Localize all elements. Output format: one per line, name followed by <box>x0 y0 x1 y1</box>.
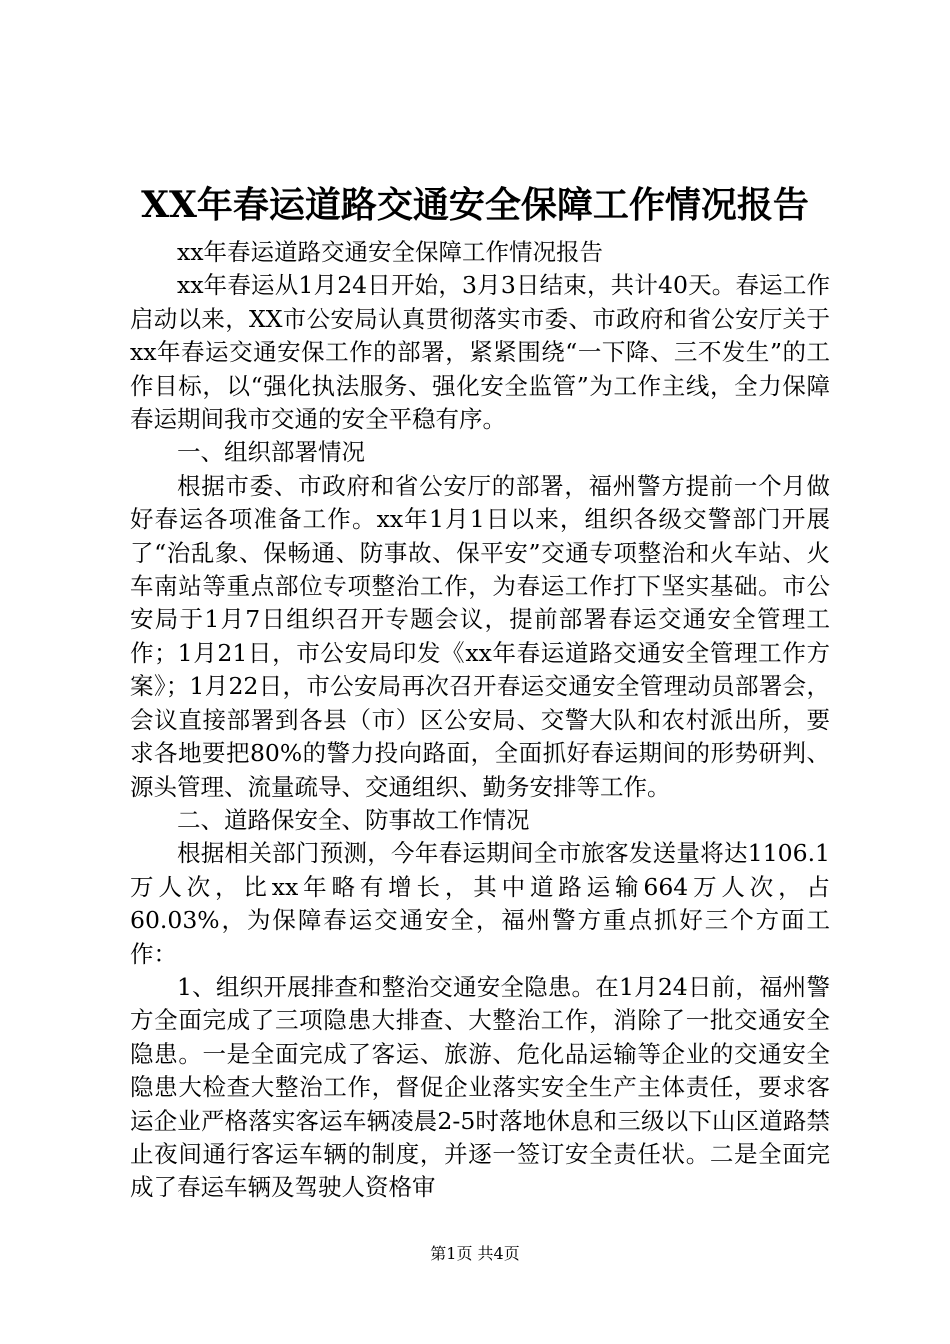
paragraph-hazard-inspection: 1、组织开展排查和整治交通安全隐患。在1月24日前，福州警方全面完成了三项隐患大排查、大整治工作，消除了一批交通安全隐患。一是全面完成了客运、旅游、危化品运输等企业的交通安全隐患大检查大整治工作，督促企业落实安全生产主体责任，要求客运企业严格落实客运车辆凌晨2-5时落地休息和三级以下山区道路禁止夜间通行客运车辆的制度，并逐一签订安全责任状。二是全面完成了春运车辆及驾驶人资格审 <box>130 972 830 1202</box>
paragraph-organization: 根据市委、市政府和省公安厅的部署，福州警方提前一个月做好春运各项准备工作。xx年1月1日以来，组织各级交警部门开展了“治乱象、保畅通、防事故、保平安”交通专项整治和火车站、火车南站等重点部位专项整治工作，为春运工作打下坚实基础。市公安局于1月7日组织召开专题会议，提前部署春运交通安全管理工作；1月21日，市公安局印发《xx年春运道路交通安全管理工作方案》；1月22日，市公安局再次召开春运交通安全管理动员部署会，会议直接部署到各县（市）区公安局、交警大队和农村派出所，要求各地要把80%的警力投向路面，全面抓好春运期间的形势研判、源头管理、流量疏导、交通组织、勤务安排等工作。 <box>130 471 830 801</box>
page-footer: 第1页 共4页 <box>430 1244 520 1263</box>
paragraph-road-safety: 根据相关部门预测，今年春运期间全市旅客发送量将达1106.1万人次，比xx年略有增长，其中道路运输664万人次，占60.03%，为保障春运交通安全，福州警方重点抓好三个方面工作： <box>130 839 830 968</box>
document-title: XX年春运道路交通安全保障工作情况报告 <box>141 184 809 226</box>
section-heading-organization: 一、组织部署情况 <box>177 438 365 467</box>
section-heading-road-safety: 二、道路保安全、防事故工作情况 <box>177 805 530 834</box>
paragraph-intro: xx年春运从1月24日开始，3月3日结束，共计40天。春运工作启动以来，XX市公安局认真贯彻落实市委、市政府和省公安厅关于xx年春运交通安保工作的部署，紧紧围绕“一下降、三不发生”的工作目标，以“强化执法服务、强化安全监管”为工作主线，全力保障春运期间我市交通的安全平稳有序。 <box>130 271 830 434</box>
document-subtitle: xx年春运道路交通安全保障工作情况报告 <box>177 238 604 266</box>
document-body <box>130 236 830 1205</box>
